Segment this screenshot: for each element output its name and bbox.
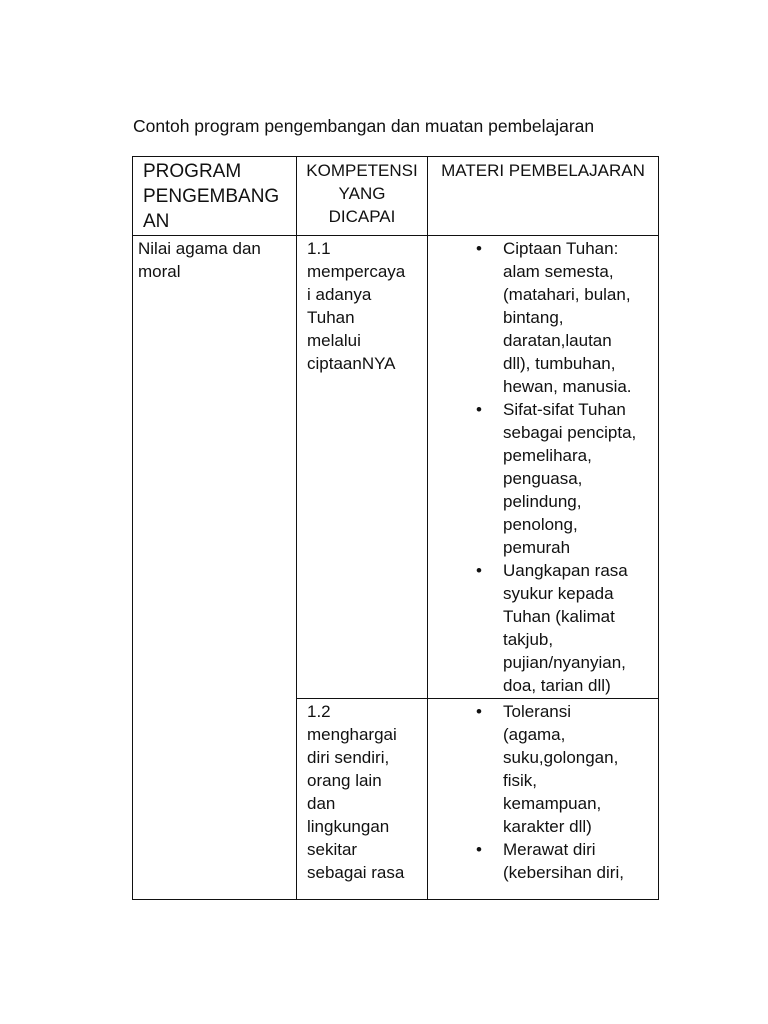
- bullet-icon: •: [476, 702, 482, 721]
- materi-line: fisik,: [503, 771, 537, 790]
- materi-line: doa, tarian dll): [503, 676, 611, 695]
- kompetensi-line: menghargai: [307, 725, 397, 744]
- materi-line: pemelihara,: [503, 446, 592, 465]
- materi-line: (agama,: [503, 725, 566, 744]
- bullet-icon: •: [476, 400, 482, 419]
- program-line: Nilai agama dan: [138, 239, 261, 258]
- materi-line: takjub,: [503, 630, 554, 649]
- materi-line: alam semesta,: [503, 262, 614, 281]
- header-program-line: PENGEMBANG: [143, 186, 280, 207]
- materi-line: bintang,: [503, 308, 564, 327]
- materi-line: syukur kepada: [503, 584, 614, 603]
- header-program-line: PROGRAM: [143, 161, 242, 182]
- materi-line: sebagai pencipta,: [503, 423, 637, 442]
- program-cell: [133, 236, 297, 900]
- program-table: [132, 156, 659, 900]
- kompetensi-line: 1.1: [307, 239, 331, 258]
- kompetensi-line: 1.2: [307, 702, 331, 721]
- kompetensi-line: i adanya: [307, 285, 372, 304]
- materi-line: pelindung,: [503, 492, 582, 511]
- header-materi: [428, 157, 659, 236]
- materi-line: (matahari, bulan,: [503, 285, 631, 304]
- materi-line: kemampuan,: [503, 794, 602, 813]
- materi-line: penolong,: [503, 515, 578, 534]
- kompetensi-line: dan: [307, 794, 336, 813]
- kompetensi-line: melalui: [307, 331, 361, 350]
- kompetensi-line: diri sendiri,: [307, 748, 390, 767]
- kompetensi-line: ciptaanNYA: [307, 354, 396, 373]
- kompetensi-line: orang lain: [307, 771, 382, 790]
- table-header-row: [133, 157, 659, 236]
- kompetensi-cell: [297, 236, 428, 699]
- program-line: moral: [138, 262, 181, 281]
- kompetensi-line: mempercaya: [307, 262, 406, 281]
- kompetensi-line: lingkungan: [307, 817, 390, 836]
- header-materi-label: MATERI PEMBELAJARAN: [441, 161, 645, 180]
- materi-cell: [428, 236, 659, 699]
- list-item: [428, 559, 652, 697]
- header-kompetensi-line: KOMPETENSI: [306, 161, 418, 180]
- header-kompetensi: [297, 157, 428, 236]
- materi-list: [428, 237, 652, 697]
- list-item: [428, 838, 652, 884]
- materi-line: Tuhan (kalimat: [503, 607, 615, 626]
- materi-line: pemurah: [503, 538, 571, 557]
- bullet-icon: •: [476, 239, 482, 258]
- list-item: [428, 398, 652, 559]
- materi-line: suku,golongan,: [503, 748, 619, 767]
- materi-line: Ciptaan Tuhan:: [503, 239, 619, 258]
- materi-line: Sifat-sifat Tuhan: [503, 400, 626, 419]
- materi-line: daratan,lautan: [503, 331, 612, 350]
- bullet-icon: •: [476, 840, 482, 859]
- materi-line: Merawat diri: [503, 840, 596, 859]
- materi-line: pujian/nyanyian,: [503, 653, 626, 672]
- header-kompetensi-line: DICAPAI: [328, 207, 396, 226]
- materi-line: (kebersihan diri,: [503, 863, 624, 882]
- list-item: [428, 237, 652, 398]
- kompetensi-line: Tuhan: [307, 308, 355, 327]
- materi-list: [428, 700, 652, 884]
- bullet-icon: •: [476, 561, 482, 580]
- materi-line: Toleransi: [503, 702, 572, 721]
- materi-line: hewan, manusia.: [503, 377, 632, 396]
- header-program-line: AN: [143, 211, 170, 232]
- header-kompetensi-line: YANG: [338, 184, 386, 203]
- header-program: [133, 157, 297, 236]
- table-row: [133, 236, 659, 699]
- materi-line: karakter dll): [503, 817, 592, 836]
- materi-line: penguasa,: [503, 469, 583, 488]
- materi-cell: [428, 699, 659, 900]
- kompetensi-line: sekitar: [307, 840, 358, 859]
- materi-line: Uangkapan rasa: [503, 561, 628, 580]
- kompetensi-cell: [297, 699, 428, 900]
- materi-line: dll), tumbuhan,: [503, 354, 616, 373]
- list-item: [428, 700, 652, 838]
- document-caption: Contoh program pengembangan dan muatan pembelajaran: [133, 116, 595, 136]
- kompetensi-line: sebagai rasa: [307, 863, 405, 882]
